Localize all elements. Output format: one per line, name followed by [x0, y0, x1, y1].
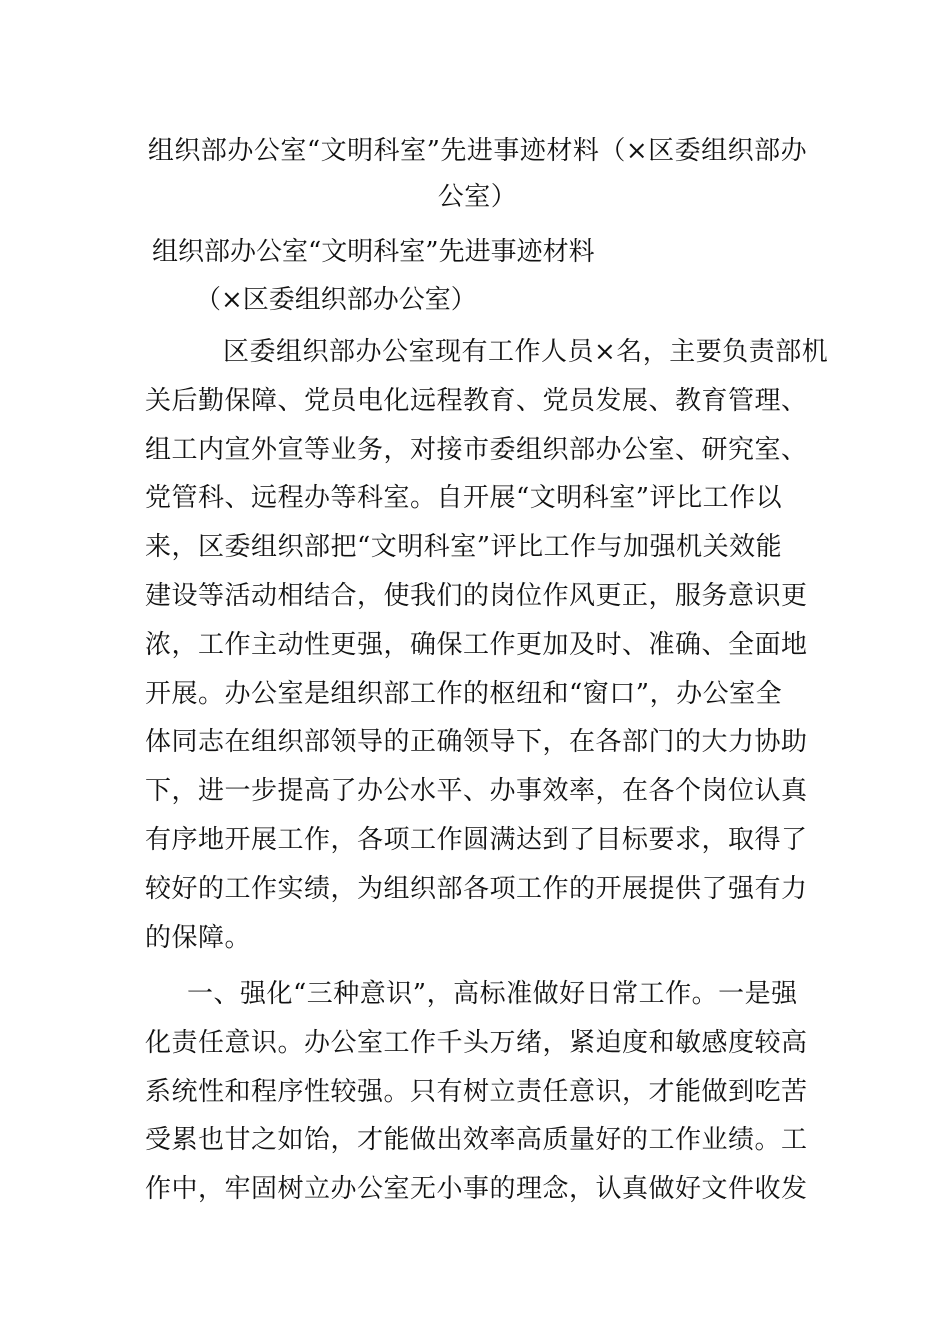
title-line-1: 组织部办公室“文明科室”先进事迹材料（×区委组织部办	[147, 136, 808, 166]
paragraph-line: 较好的工作实绩，为组织部各项工作的开展提供了强有力	[145, 873, 808, 904]
paragraph-line: 组工内宣外宣等业务，对接市委组织部办公室、研究室、	[145, 434, 808, 465]
organization-name: （×区委组织部办公室）	[195, 285, 477, 315]
paragraph-line: 化责任意识。办公室工作千头万绪，紧迫度和敏感度较高	[145, 1027, 808, 1058]
paragraph-line: 下，进一步提高了办公水平、办事效率，在各个岗位认真	[145, 776, 808, 807]
paragraph-line: 系统性和程序性较强。只有树立责任意识，才能做到吃苦	[145, 1076, 808, 1107]
paragraph-line: 体同志在组织部领导的正确领导下，在各部门的大力协助	[145, 727, 808, 758]
paragraph-line: 有序地开展工作，各项工作圆满达到了目标要求，取得了	[145, 824, 808, 855]
paragraph-line: 开展。办公室是组织部工作的枢纽和“窗口”，办公室全	[145, 678, 783, 709]
paragraph-line: 的保障。	[145, 922, 252, 953]
paragraph-line: 一、强化“三种意识”，高标准做好日常工作。一是强	[187, 979, 798, 1009]
paragraph-line: 区委组织部办公室现有工作人员×名，主要负责部机	[223, 337, 829, 367]
paragraph-line: 作中，牢固树立办公室无小事的理念，认真做好文件收发	[145, 1174, 808, 1205]
paragraph-intro	[145, 328, 829, 962]
paragraph-line: 来，区委组织部把“文明科室”评比工作与加强机关效能	[145, 532, 783, 563]
document-subtitle: 组织部办公室“文明科室”先进事迹材料	[152, 237, 595, 267]
paragraph-line: 建设等活动相结合，使我们的岗位作风更正，服务意识更	[145, 580, 808, 611]
paragraph-line: 浓，工作主动性更强，确保工作更加及时、准确、全面地	[145, 629, 808, 660]
paragraph-line: 受累也甘之如饴，才能做出效率高质量好的工作业绩。工	[145, 1125, 808, 1156]
paragraph-line: 党管科、远程办等科室。自开展“文明科室”评比工作以	[145, 483, 783, 514]
title-line-2: 公室）	[437, 182, 518, 212]
document-title	[145, 128, 810, 220]
paragraph-section-one	[145, 970, 809, 1214]
paragraph-line: 关后勤保障、党员电化远程教育、党员发展、教育管理、	[145, 385, 808, 416]
